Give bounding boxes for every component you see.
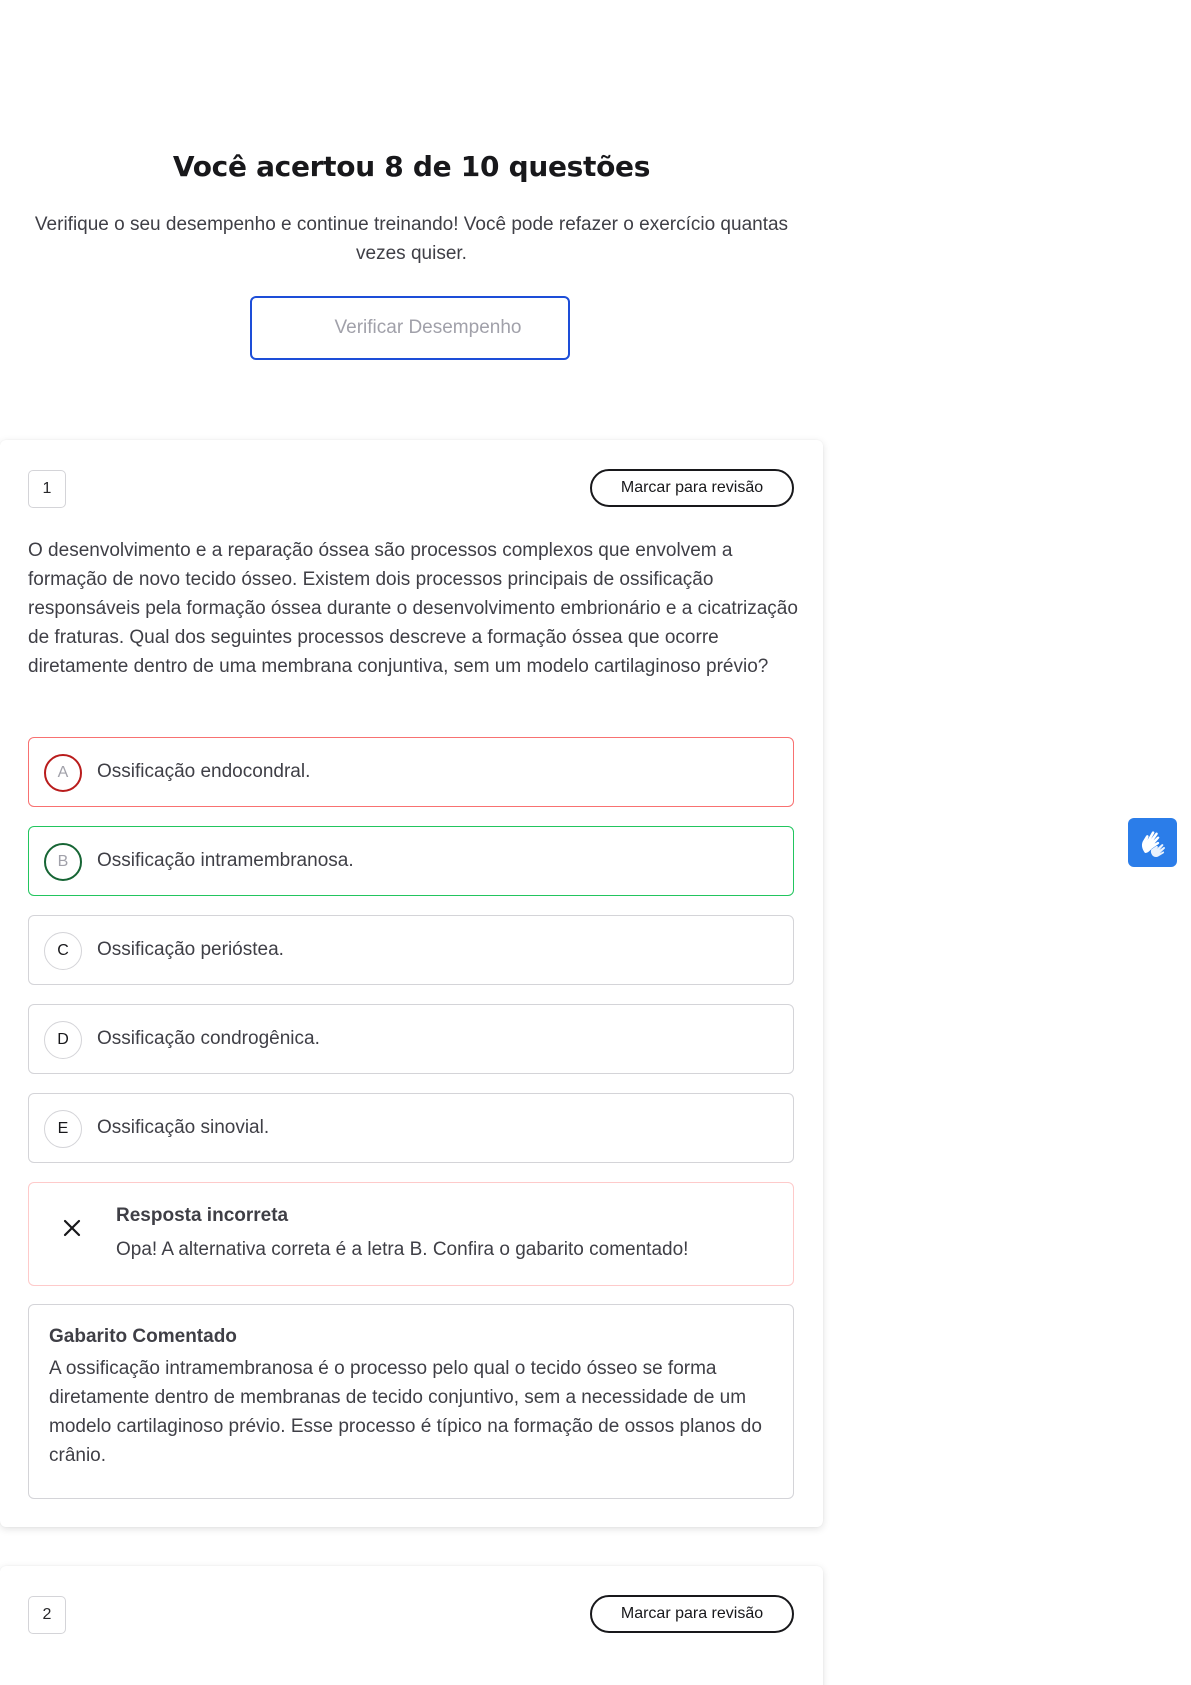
option-text-d: Ossificação condrogênica. (97, 1028, 320, 1049)
question-number: 1 (28, 470, 66, 508)
option-letter-b: B (44, 843, 82, 881)
verify-performance-button[interactable]: Verificar Desempenho (250, 296, 570, 360)
question-card-2 (0, 1566, 823, 1685)
sign-language-hands-icon (1137, 827, 1169, 859)
incorrect-answer-feedback (28, 1182, 794, 1286)
option-letter-a: A (44, 754, 82, 792)
results-subtitle: Verifique o seu desempenho e continue treinando! Você pode refazer o exercício quantas vezes quiser. (34, 214, 789, 264)
option-d[interactable] (28, 1004, 794, 1074)
option-letter-e: E (44, 1110, 82, 1148)
option-e[interactable] (28, 1093, 794, 1163)
option-text-c: Ossificação perióstea. (97, 939, 284, 960)
question-card-1 (0, 440, 823, 1527)
explanation-title: Gabarito Comentado (49, 1326, 237, 1347)
option-letter-d: D (44, 1021, 82, 1059)
mark-for-review-button[interactable]: Marcar para revisão (590, 469, 794, 507)
option-text-e: Ossificação sinovial. (97, 1117, 270, 1138)
option-letter-c: C (44, 932, 82, 970)
answer-explanation (28, 1304, 794, 1499)
feedback-text: Opa! A alternativa correta é a letra B. Confira o gabarito comentado! (116, 1239, 689, 1260)
option-b[interactable] (28, 826, 794, 896)
option-text-a: Ossificação endocondral. (97, 761, 311, 782)
explanation-text: A ossificação intramembranosa é o processo pelo qual o tecido ósseo se forma diretamente dentro de membranas de tecido conjuntivo, sem a necessidade de um modelo cartilaginoso prévio. Esse processo é típico na formação de ossos planos do crânio. (49, 1358, 762, 1466)
option-c[interactable] (28, 915, 794, 985)
mark-for-review-button[interactable]: Marcar para revisão (590, 1595, 794, 1633)
question-text: O desenvolvimento e a reparação óssea são processos complexos que envolvem a formação de novo tecido ósseo. Existem dois processos principais de ossificação responsáveis pela formação óssea durante o desenvolvimento embrionário e a cicatrização de fraturas. Qual dos seguintes processos descreve a formação óssea que ocorre diretamente dentro de uma membrana conjuntiva, sem um modelo cartilaginoso prévio? (28, 540, 798, 677)
option-a[interactable] (28, 737, 794, 807)
results-title: Você acertou 8 de 10 questões (172, 150, 651, 183)
question-number: 2 (28, 1596, 66, 1634)
option-text-b: Ossificação intramembranosa. (97, 850, 354, 871)
answer-options (28, 737, 794, 1182)
accessibility-widget-button[interactable] (1128, 818, 1177, 867)
close-icon (61, 1217, 83, 1239)
feedback-title: Resposta incorreta (116, 1205, 289, 1226)
